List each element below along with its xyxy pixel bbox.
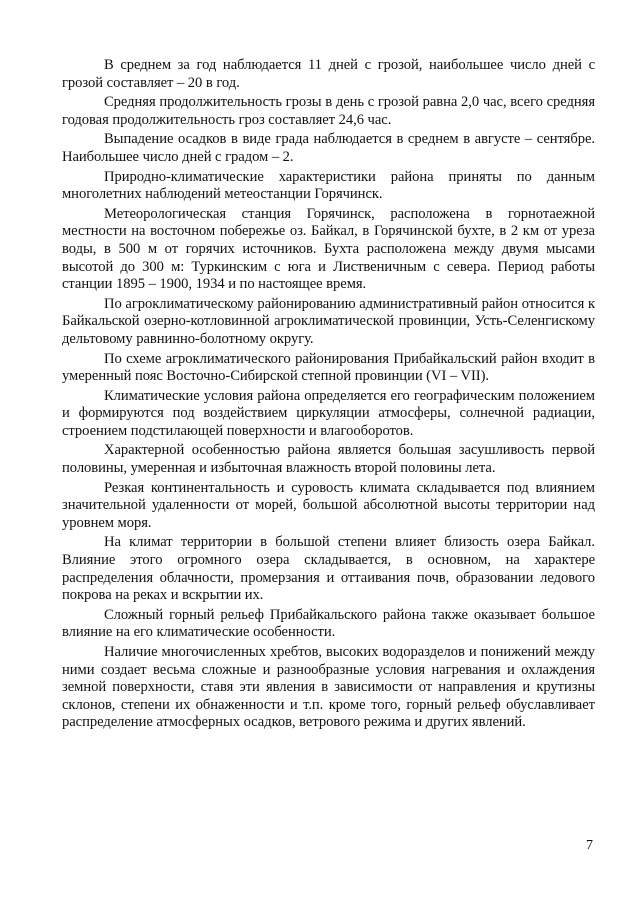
paragraph-agroclimatic-scheme: По схеме агроклиматического районирования Прибайкальский район входит в умеренный пояс Восточно-Сибирской степной провинции (VI – VII).: [62, 350, 595, 385]
paragraph-relief: Сложный горный рельеф Прибайкальского района также оказывает большое влияние на его климатические особенности.: [62, 606, 595, 641]
paragraph-baikal-influence: На климат территории в большой степени влияет близость озера Байкал. Влияние этого огромного озера складывается, в основном, на характере распределения облачности, промерзания и оттаивания почв, образовании ледового покрова на реках и вскрытии их.: [62, 534, 595, 604]
paragraph-aridity: Характерной особенностью района является большая засушливость первой половины, умеренная и избыточная влажность второй половины лета.: [62, 442, 595, 477]
paragraph-climate-source: Природно-климатические характеристики района приняты по данным многолетних наблюдений метеостанции Горячинск.: [62, 168, 595, 203]
paragraph-agroclimatic-zoning: По агроклиматическому районированию административный район относится к Байкальской озерно-котловинной агроклиматической провинции, Усть-Селенгискому дельтовому равнинно-болотному округу.: [62, 295, 595, 347]
document-body: [62, 57, 595, 734]
paragraph-ridges: Наличие многочисленных хребтов, высоких водоразделов и понижений между ними создает весьма сложные и разнообразные условия нагревания и охлаждения земной поверхности, ставя эти явления в зависимости от направления и крутизны склонов, степени их обнаженности и т.п. кроме того, горный рельеф обуславливает распределение атмосферных осадков, ветрового режима и других явлений.: [62, 644, 595, 731]
paragraph-weather-station: Метеорологическая станция Горячинск, расположена в горнотаежной местности на восточном побережье оз. Байкал, в Горячинской бухте, в 2 км от уреза воды, в 500 м от горячих источников. Бухта расположена между двумя мысами высотой до 300 м: Туркинским с юга и Лиственичным с севера. Период работы станции 1895 – 1900, 1934 и по настоящее время.: [62, 205, 595, 293]
paragraph-climate-conditions: Климатические условия района определяется его географическим положением и формируются под воздействием циркуляции атмосферы, солнечной радиации, строением подстилающей поверхности и влагооборотов.: [62, 387, 595, 439]
paragraph-thunderstorm-duration: Средняя продолжительность грозы в день с грозой равна 2,0 час, всего средняя годовая продолжительность гроз составляет 24,6 час.: [62, 94, 595, 128]
page-number: 7: [586, 838, 593, 853]
paragraph-hail: Выпадение осадков в виде града наблюдается в среднем в августе – сентябре. Наибольшее число дней с градом – 2.: [62, 131, 595, 165]
paragraph-continentality: Резкая континентальность и суровость климата складывается под влиянием значительной удаленности от морей, большой абсолютной высоты территории над уровнем моря.: [62, 479, 595, 531]
paragraph-thunderstorm-days: В среднем за год наблюдается 11 дней с грозой, наибольшее число дней с грозой составляет – 20 в год.: [62, 57, 595, 91]
